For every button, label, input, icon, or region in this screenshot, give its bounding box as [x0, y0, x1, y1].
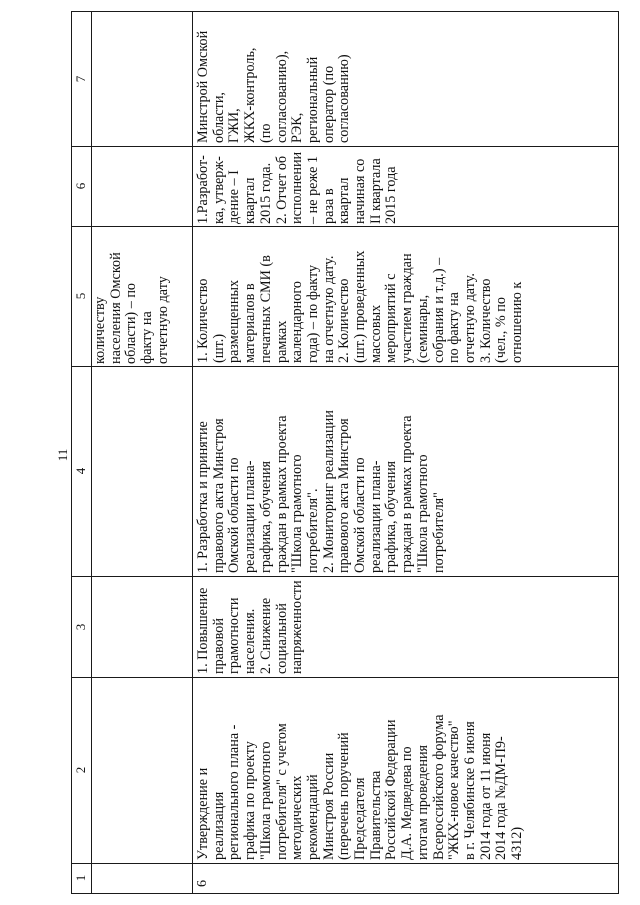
cell-indicators [192, 226, 618, 366]
continuation-cell [91, 226, 193, 366]
cell-goal [192, 576, 618, 677]
rotated-table [71, 11, 619, 894]
header-col-7: 7 [73, 75, 88, 83]
table-border-bottom [618, 11, 619, 894]
indicators-text: 1. Количество (шт.) размещенных материалов в печатных СМИ (в рамках календарного года) – по факту на отчетную дату. 2. Количество (шт.) проведенных массовых мероприятий с участием граждан (семинары, собрания и т.д.) – по факту на отчетную дату. 3. Количество (чел., % по отношению к [195, 250, 526, 363]
responsible-text: Минстрой Омской области, ГЖИ, ЖКХ-контроль, (по согласованию), РЭК, региональный оператор (по согласованию) [195, 30, 353, 143]
cell-responsible [192, 11, 618, 146]
deadlines-text: 1.Разработ- ка, утверж- дение – I квартал 2015 года. 2. Отчет об исполнении – не реже 1 раза в квартал начиная со II квартала 2015 года [195, 151, 400, 224]
table-border-top [71, 11, 72, 894]
header-col-1: 1 [73, 874, 88, 882]
continuation-text: количеству населения Омской области) – по факту на отчетную дату [92, 252, 171, 364]
header-col-6: 6 [73, 182, 88, 190]
table-border-left [71, 893, 619, 894]
goal-text: 1. Повышение правовой грамотности населения. 2. Снижение социальной напряженности [195, 580, 306, 674]
header-row-divider [91, 11, 92, 894]
measure-text: Утверждение и реализация регионального плана - графика по проекту "Школа грамотного потребителя" с учетом методических рекомендаций Минстроя России (перечень поручений Председателя Правительства Российской Федерации Д.А. Медведева по итогам проведения Всероссийского форума "ЖКХ-новое качество" в г. Челябинске 6 июня 2014 года от 11 июня 2014 года №ДМ-П9- 4312) [195, 714, 526, 860]
cell-deadlines [192, 146, 618, 226]
activities-text: 1. Разработка и принятие правового акта Минстроя Омской области по реализации плана- графика, обучения граждан в рамках проекта "Школа грамотного потребителя". 2. Мониторинг реализации правового акта Минстроя Омской области по реализации плана- графика, обучения граждан в рамках проекта "Школа грамотного потребителя" [195, 410, 447, 573]
header-col-2: 2 [73, 766, 88, 774]
cell-measure [192, 677, 618, 863]
row-number-cell [192, 863, 618, 893]
page-number: 11 [55, 448, 70, 462]
header-col-5: 5 [73, 292, 88, 300]
header-col-4: 4 [73, 467, 88, 475]
cell-activities [192, 366, 618, 576]
header-col-3: 3 [73, 623, 88, 631]
row-number: 6 [195, 880, 210, 887]
